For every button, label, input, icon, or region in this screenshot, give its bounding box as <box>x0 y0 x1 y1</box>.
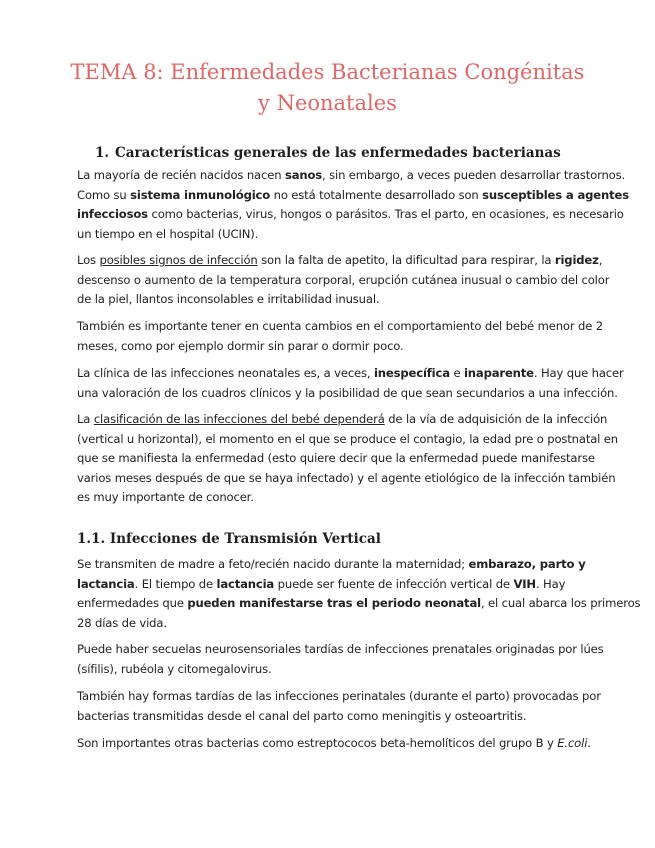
text-line: Se transmiten de madre a feto/recién nacido durante la maternidad; embarazo, parto y <box>77 557 586 571</box>
paragraph <box>77 317 603 356</box>
underlined-text: posibles signos de infección <box>99 253 258 267</box>
text-line: que se manifiesta la enfermedad (esto quiere decir que la enfermedad puede manifestarse <box>77 451 595 466</box>
text-line: Puede haber secuelas neurosensoriales tardías de infecciones prenatales originadas por lúes <box>77 642 604 656</box>
text-line: descenso o aumento de la temperatura corporal, erupción cutánea inusual o cambio del color <box>77 272 610 287</box>
bold-text: inespecífica <box>373 366 450 380</box>
text-line: una valoración de los cuadros clínicos y la posibilidad de que sean secundarios a una infección. <box>77 385 618 400</box>
underlined-text: clasificación de las infecciones del bebé dependerá <box>93 412 385 426</box>
text-line: lactancia. El tiempo de lactancia puede ser fuente de infección vertical de VIH. Hay <box>77 576 566 591</box>
text-line: un tiempo en el hospital (UCIN). <box>77 226 259 241</box>
section-number: 1. <box>95 145 110 161</box>
bold-text: lactancia <box>216 576 275 591</box>
text-line: enfermedades que pueden manifestarse tras el periodo neonatal, el cual abarca los primeros <box>77 596 641 611</box>
paragraph <box>77 555 641 633</box>
text-line: infecciosos como bacterias, virus, hongos o parásitos. Tras el parto, en ocasiones, es necesario <box>77 207 624 222</box>
text-line: Como su sistema inmunológico no está totalmente desarrollado son susceptibles a agentes <box>77 187 629 202</box>
text-line: bacterias transmitidas desde el canal del parto como meningitis y osteoartritis. <box>77 708 527 723</box>
title-line: TEMA 8: Enfermedades Bacterianas Congénitas <box>70 60 585 84</box>
text-line: La clínica de las infecciones neonatales es, a veces, inespecífica e inaparente. Hay que hacer <box>77 366 624 380</box>
italic-text: E.coli <box>557 736 588 750</box>
bold-text: infecciosos <box>77 207 148 222</box>
text-line: También es importante tener en cuenta cambios en el comportamiento del bebé menor de 2 <box>77 319 603 333</box>
text-line: es muy importante de conocer. <box>77 490 254 505</box>
bold-text: lactancia <box>77 576 135 591</box>
text-line: La clasificación de las infecciones del bebé dependerá de la vía de adquisición de la infección <box>77 412 608 426</box>
text-line: La mayoría de recién nacidos nacen sanos, sin embargo, a veces pueden desarrollar trastornos. <box>77 168 626 182</box>
page-title <box>40 57 615 119</box>
paragraph <box>77 687 601 726</box>
text-line: También hay formas tardías de las infecciones perinatales (durante el parto) provocadas por <box>77 689 601 703</box>
bold-text: sanos <box>284 168 323 182</box>
section-1-heading <box>95 144 561 162</box>
bold-text: inaparente <box>463 366 534 380</box>
bold-text: sistema inmunológico <box>130 187 271 202</box>
text-line: (vertical u horizontal), el momento en el que se produce el contagio, la edad pre o postnatal en <box>77 431 618 446</box>
text-line: Los posibles signos de infección son la falta de apetito, la dificultad para respirar, la rigidez, <box>77 253 603 267</box>
section-title: Características generales de las enfermedades bacterianas <box>115 145 561 161</box>
bold-text: rigidez <box>554 253 599 267</box>
text-line: meses, como por ejemplo dormir sin parar o dormir poco. <box>77 338 404 353</box>
section-1-1-heading: 1.1. Infecciones de Transmisión Vertical <box>77 531 381 547</box>
paragraph <box>77 640 604 679</box>
paragraph <box>77 410 618 508</box>
text-line: varios meses después de que se haya infectado) y el agente etiológico de la infección también <box>77 470 616 485</box>
text-line: de la piel, llantos inconsolables e irritabilidad inusual. <box>77 292 380 307</box>
paragraph <box>77 734 591 754</box>
text-line: 28 días de vida. <box>77 615 167 630</box>
paragraph <box>77 364 624 403</box>
bold-text: pueden manifestarse tras el periodo neonatal <box>187 596 481 611</box>
title-line: y Neonatales <box>258 91 397 115</box>
bold-text: embarazo, parto y <box>468 557 586 571</box>
paragraph <box>77 166 629 244</box>
bold-text: susceptibles a agentes <box>482 187 629 202</box>
paragraph <box>77 251 610 310</box>
text-line: Son importantes otras bacterias como estreptococos beta-hemolíticos del grupo B y E.coli. <box>77 736 591 750</box>
bold-text: VIH <box>513 576 536 591</box>
text-line: (sífilis), rubéola y citomegalovirus. <box>77 661 272 676</box>
